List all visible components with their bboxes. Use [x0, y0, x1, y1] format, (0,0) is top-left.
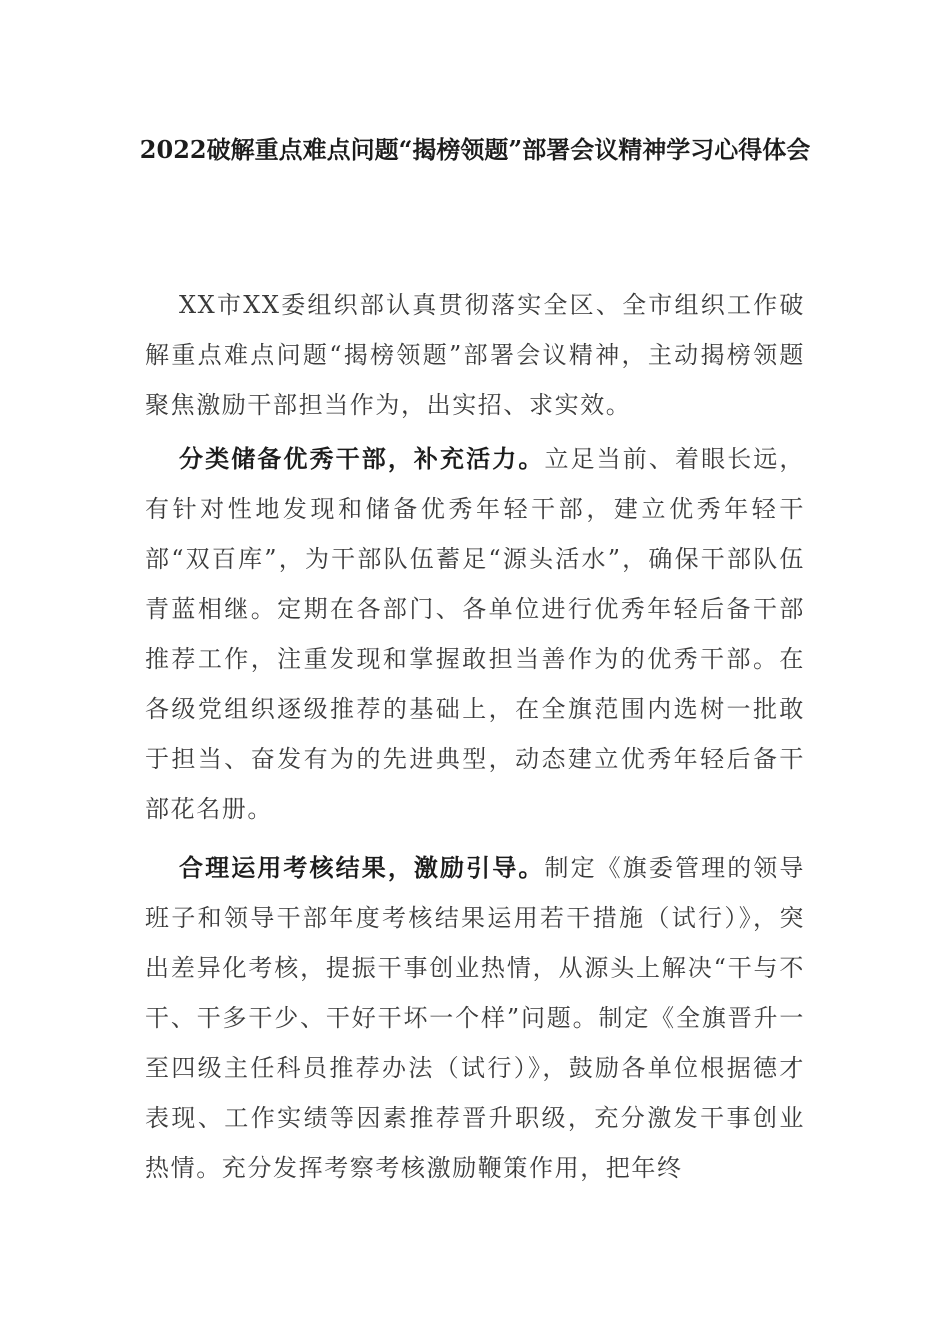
- paragraph-assessment-results-text: 制定《旗委管理的领导班子和领导干部年度考核结果运用若干措施（试行）》，突出差异化考核，提振干事创业热情，从源头上解决“干与不干、干多干少、干好干坏一个样”问题。制定《全旗晋升一至四级主任科员推荐办法（试行）》，鼓励各单位根据德才表现、工作实绩等因素推荐晋升职级，充分激发干事创业热情。充分发挥考察考核激励鞭策作用，把年终: [145, 854, 806, 1182]
- paragraph-assessment-results: [145, 843, 805, 1193]
- paragraph-reserve-cadres-heading: 分类储备优秀干部，补充活力。: [179, 444, 545, 473]
- paragraph-intro: [145, 280, 805, 430]
- paragraph-assessment-results-heading: 合理运用考核结果，激励引导。: [179, 853, 545, 882]
- document-title: 2022破解重点难点问题“揭榜领题”部署会议精神学习心得体会: [139, 135, 811, 164]
- paragraph-reserve-cadres-text: 立足当前、着眼长远，有针对性地发现和储备优秀年轻干部，建立优秀年轻干部“双百库”，为干部队伍蓄足“源头活水”，确保干部队伍青蓝相继。定期在各部门、各单位进行优秀年轻后备干部推荐工作，注重发现和掌握敢担当善作为的优秀干部。在各级党组织逐级推荐的基础上，在全旗范围内选树一批敢于担当、奋发有为的先进典型，动态建立优秀年轻后备干部花名册。: [145, 445, 806, 823]
- paragraph-reserve-cadres: [145, 434, 805, 834]
- paragraph-intro-text: XX市XX委组织部认真贯彻落实全区、全市组织工作破解重点难点问题“揭榜领题”部署会议精神，主动揭榜领题聚焦激励干部担当作为，出实招、求实效。: [145, 291, 805, 419]
